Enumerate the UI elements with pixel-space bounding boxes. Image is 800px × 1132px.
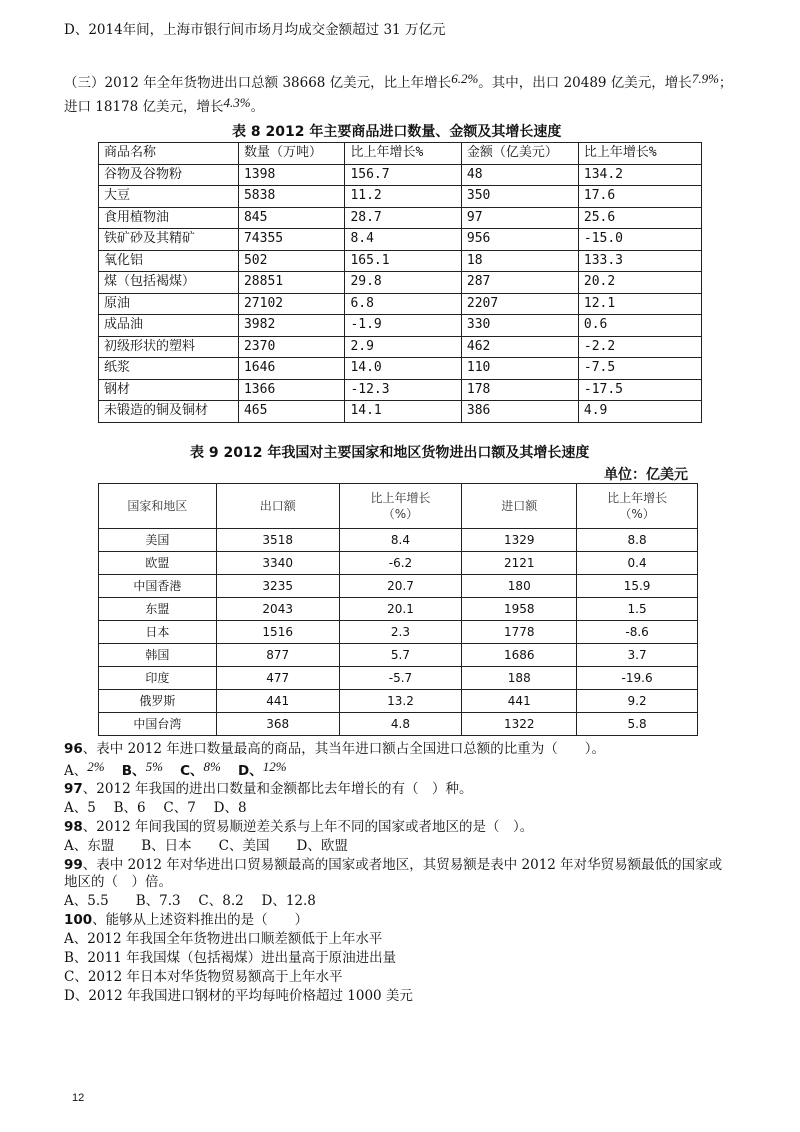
table9-cell: 东盟 bbox=[99, 598, 217, 621]
table8-cell: 134.2 bbox=[578, 164, 701, 186]
table8-header-cell: 商品名称 bbox=[99, 143, 239, 165]
table9-cell: 3235 bbox=[216, 575, 339, 598]
table8-cell: 成品油 bbox=[99, 315, 239, 337]
intro-text: （三）2012 年全年货物进出口总额 38668 亿美元，比上年增长 bbox=[64, 75, 452, 91]
table9 bbox=[98, 483, 698, 736]
table9-cell: 中国台湾 bbox=[99, 713, 217, 736]
table8-cell: 煤（包括褐煤） bbox=[99, 272, 239, 294]
table8-cell: 28.7 bbox=[345, 207, 461, 229]
table9-cell: 印度 bbox=[99, 667, 217, 690]
table8-cell: 17.6 bbox=[578, 186, 701, 208]
table8-cell: 133.3 bbox=[578, 250, 701, 272]
table8-cell: 3982 bbox=[238, 315, 344, 337]
question-number: 97 bbox=[64, 781, 83, 797]
question-99-continued: 地区的（ ）倍。 bbox=[64, 874, 172, 890]
intro-text: 。 bbox=[250, 99, 265, 115]
table8-cell: -12.3 bbox=[345, 379, 461, 401]
table-row bbox=[99, 401, 702, 423]
option-label: A、 bbox=[64, 763, 88, 779]
table8-header-row bbox=[99, 143, 702, 165]
table8-cell: 845 bbox=[238, 207, 344, 229]
table9-cell: -5.7 bbox=[339, 667, 462, 690]
table8-cell: 110 bbox=[461, 358, 578, 380]
question-number: 98 bbox=[64, 819, 83, 835]
table9-header-cell: 进口额 bbox=[462, 484, 577, 529]
table8-cell: 350 bbox=[461, 186, 578, 208]
question-text: 、表中 2012 年对华进出口贸易额最高的国家或者地区，其贸易额是表中 2012 年对华贸易额最低的国家或 bbox=[82, 857, 723, 873]
table9-cell: 1958 bbox=[462, 598, 577, 621]
table8-cell: 氧化铝 bbox=[99, 250, 239, 272]
table8-cell: 502 bbox=[238, 250, 344, 272]
table9-cell: 15.9 bbox=[577, 575, 698, 598]
table8-cell: 大豆 bbox=[99, 186, 239, 208]
table9-cell: 1778 bbox=[462, 621, 577, 644]
table9-cell: 中国香港 bbox=[99, 575, 217, 598]
table9-cell: 3340 bbox=[216, 552, 339, 575]
growth-total: 6.2% bbox=[451, 71, 479, 86]
table9-cell: 1686 bbox=[462, 644, 577, 667]
table8-cell: 2370 bbox=[238, 336, 344, 358]
question-text: 、能够从上述资料推出的是（ ） bbox=[92, 912, 309, 928]
table9-cell: 13.2 bbox=[339, 690, 462, 713]
question-number: 100 bbox=[64, 912, 93, 928]
question-number: 96 bbox=[64, 741, 83, 757]
table-row bbox=[99, 358, 702, 380]
table-row bbox=[99, 250, 702, 272]
table8-cell: 5838 bbox=[238, 186, 344, 208]
growth-import: 4.3% bbox=[223, 95, 251, 110]
table8-cell: 29.8 bbox=[345, 272, 461, 294]
table8-cell: 956 bbox=[461, 229, 578, 251]
table8-cell: 钢材 bbox=[99, 379, 239, 401]
question-96-options bbox=[64, 759, 287, 780]
question-99-options: A、5.5 B、7.3 C、8.2 D、12.8 bbox=[64, 893, 316, 909]
table9-cell: 欧盟 bbox=[99, 552, 217, 575]
question-100-option-b: B、2011 年我国煤（包括褐煤）进出量高于原油进出量 bbox=[64, 950, 397, 966]
question-99 bbox=[64, 856, 722, 874]
table8-cell: 2207 bbox=[461, 293, 578, 315]
table8-cell: 97 bbox=[461, 207, 578, 229]
table8-cell: 14.1 bbox=[345, 401, 461, 423]
table9-cell: 20.1 bbox=[339, 598, 462, 621]
table9-cell: 3.7 bbox=[577, 644, 698, 667]
table8-cell: 156.7 bbox=[345, 164, 461, 186]
table8-cell: 11.2 bbox=[345, 186, 461, 208]
table8-cell: 18 bbox=[461, 250, 578, 272]
table9-cell: 1.5 bbox=[577, 598, 698, 621]
table8-cell: 165.1 bbox=[345, 250, 461, 272]
table8-cell: 未锻造的铜及铜材 bbox=[99, 401, 239, 423]
table8-cell: 8.4 bbox=[345, 229, 461, 251]
table9-cell: 877 bbox=[216, 644, 339, 667]
table9-cell: 1516 bbox=[216, 621, 339, 644]
table9-cell: 441 bbox=[216, 690, 339, 713]
table9-unit: 单位：亿美元 bbox=[604, 467, 688, 483]
table8-cell: 178 bbox=[461, 379, 578, 401]
table9-header-cell: 国家和地区 bbox=[99, 484, 217, 529]
option-label: C、 bbox=[180, 763, 204, 779]
option-value: 2% bbox=[87, 759, 105, 774]
table8-cell: 20.2 bbox=[578, 272, 701, 294]
table8 bbox=[98, 142, 702, 423]
question-100-option-a: A、2012 年我国全年货物进出口顺差额低于上年水平 bbox=[64, 931, 383, 947]
question-text: 、表中 2012 年进口数量最高的商品，其当年进口额占全国进口总额的比重为（ ）。 bbox=[82, 741, 605, 757]
table9-cell: 5.7 bbox=[339, 644, 462, 667]
table9-cell: -6.2 bbox=[339, 552, 462, 575]
table-row bbox=[99, 164, 702, 186]
table-row bbox=[99, 713, 698, 736]
table9-cell: 2043 bbox=[216, 598, 339, 621]
table8-cell: 0.6 bbox=[578, 315, 701, 337]
table9-header-cell: 出口额 bbox=[216, 484, 339, 529]
table9-cell: 2.3 bbox=[339, 621, 462, 644]
table9-header-row bbox=[99, 484, 698, 529]
option-value: 8% bbox=[203, 759, 221, 774]
table8-cell: 465 bbox=[238, 401, 344, 423]
table9-cell: 477 bbox=[216, 667, 339, 690]
table9-cell: 8.4 bbox=[339, 529, 462, 552]
table9-cell: 韩国 bbox=[99, 644, 217, 667]
page-number: 12 bbox=[72, 1092, 85, 1104]
table8-header-cell: 比上年增长% bbox=[578, 143, 701, 165]
table9-cell: 441 bbox=[462, 690, 577, 713]
question-98-options: A、东盟 B、日本 C、美国 D、欧盟 bbox=[64, 838, 348, 854]
table8-cell: 1398 bbox=[238, 164, 344, 186]
table-row bbox=[99, 379, 702, 401]
question-100-option-d: D、2012 年我国进口钢材的平均每吨价格超过 1000 美元 bbox=[64, 988, 413, 1004]
header-text: 比上年增长 bbox=[607, 491, 668, 505]
intro-text: 。其中，出口 20489 亿美元，增长 bbox=[478, 75, 692, 91]
table-row bbox=[99, 529, 698, 552]
table-row bbox=[99, 552, 698, 575]
table8-cell: 287 bbox=[461, 272, 578, 294]
table9-cell: 日本 bbox=[99, 621, 217, 644]
question-text: 、2012 年我国的进出口数量和金额都比去年增长的有（ ）种。 bbox=[82, 781, 473, 797]
intro-line-2 bbox=[64, 71, 733, 92]
table9-cell: -8.6 bbox=[577, 621, 698, 644]
table9-cell: 0.4 bbox=[577, 552, 698, 575]
table-row bbox=[99, 575, 698, 598]
table9-cell: 188 bbox=[462, 667, 577, 690]
table9-cell: 美国 bbox=[99, 529, 217, 552]
table-row bbox=[99, 207, 702, 229]
table-row bbox=[99, 336, 702, 358]
table8-cell: -7.5 bbox=[578, 358, 701, 380]
table8-cell: 28851 bbox=[238, 272, 344, 294]
table8-cell: 1366 bbox=[238, 379, 344, 401]
table8-cell: 2.9 bbox=[345, 336, 461, 358]
option-value: 5% bbox=[145, 759, 163, 774]
intro-text: ； bbox=[718, 75, 733, 91]
table8-cell: 386 bbox=[461, 401, 578, 423]
question-97-options: A、5 B、6 C、7 D、8 bbox=[64, 800, 247, 816]
table9-cell: 5.8 bbox=[577, 713, 698, 736]
table8-cell: 原油 bbox=[99, 293, 239, 315]
question-100 bbox=[64, 911, 308, 929]
table-row bbox=[99, 186, 702, 208]
question-text: 、2012 年间我国的贸易顺逆差关系与上年不同的国家或者地区的是（ ）。 bbox=[82, 819, 534, 835]
table8-header-cell: 数量（万吨） bbox=[238, 143, 344, 165]
table-row bbox=[99, 621, 698, 644]
table8-cell: -15.0 bbox=[578, 229, 701, 251]
question-number: 99 bbox=[64, 857, 83, 873]
intro-text: D、2014年间，上海市银行间市场月均成交金额超过 31 万亿元 bbox=[64, 22, 446, 38]
table8-cell: 48 bbox=[461, 164, 578, 186]
question-97 bbox=[64, 780, 472, 798]
table8-cell: 6.8 bbox=[345, 293, 461, 315]
table8-cell: 27102 bbox=[238, 293, 344, 315]
table8-cell: 330 bbox=[461, 315, 578, 337]
table9-cell: 8.8 bbox=[577, 529, 698, 552]
table-row bbox=[99, 229, 702, 251]
table8-header-cell: 金额（亿美元） bbox=[461, 143, 578, 165]
table8-cell: -2.2 bbox=[578, 336, 701, 358]
table8-cell: 74355 bbox=[238, 229, 344, 251]
table9-cell: 20.7 bbox=[339, 575, 462, 598]
table8-cell: -17.5 bbox=[578, 379, 701, 401]
table9-cell: 4.8 bbox=[339, 713, 462, 736]
option-value: 12% bbox=[262, 759, 287, 774]
question-100-option-c: C、2012 年日本对华货物贸易额高于上年水平 bbox=[64, 969, 343, 985]
table-row bbox=[99, 272, 702, 294]
table9-cell: 俄罗斯 bbox=[99, 690, 217, 713]
intro-line-3 bbox=[64, 95, 265, 116]
table8-cell: -1.9 bbox=[345, 315, 461, 337]
table8-cell: 14.0 bbox=[345, 358, 461, 380]
table-row bbox=[99, 690, 698, 713]
table-row bbox=[99, 315, 702, 337]
table8-cell: 462 bbox=[461, 336, 578, 358]
table-row bbox=[99, 644, 698, 667]
table9-caption: 表 9 2012 年我国对主要国家和地区货物进出口额及其增长速度 bbox=[190, 445, 590, 461]
table9-cell: 9.2 bbox=[577, 690, 698, 713]
table8-header-cell: 比上年增长% bbox=[345, 143, 461, 165]
table9-cell: 368 bbox=[216, 713, 339, 736]
table8-cell: 铁矿砂及其精矿 bbox=[99, 229, 239, 251]
table8-cell: 纸浆 bbox=[99, 358, 239, 380]
table-row bbox=[99, 598, 698, 621]
header-text: 比上年增长 bbox=[370, 491, 431, 505]
table8-caption: 表 8 2012 年主要商品进口数量、金额及其增长速度 bbox=[232, 124, 562, 140]
table8-cell: 1646 bbox=[238, 358, 344, 380]
table8-cell: 4.9 bbox=[578, 401, 701, 423]
question-98 bbox=[64, 818, 533, 836]
table8-cell: 25.6 bbox=[578, 207, 701, 229]
table-row bbox=[99, 667, 698, 690]
option-label: B、 bbox=[121, 763, 146, 779]
table9-header-cell bbox=[577, 484, 698, 529]
table9-cell: 1322 bbox=[462, 713, 577, 736]
question-96 bbox=[64, 740, 605, 758]
header-unit: （%） bbox=[382, 507, 419, 521]
option-label: D、 bbox=[238, 763, 263, 779]
table9-cell: 3518 bbox=[216, 529, 339, 552]
table-row bbox=[99, 293, 702, 315]
table8-cell: 初级形状的塑料 bbox=[99, 336, 239, 358]
intro-text: 进口 18178 亿美元，增长 bbox=[64, 99, 224, 115]
table9-cell: 180 bbox=[462, 575, 577, 598]
header-unit: （%） bbox=[619, 507, 655, 521]
table8-cell: 12.1 bbox=[578, 293, 701, 315]
table8-cell: 谷物及谷物粉 bbox=[99, 164, 239, 186]
table9-cell: -19.6 bbox=[577, 667, 698, 690]
table8-cell: 食用植物油 bbox=[99, 207, 239, 229]
table9-cell: 2121 bbox=[462, 552, 577, 575]
intro-line-1 bbox=[64, 21, 445, 39]
table9-header-cell bbox=[339, 484, 462, 529]
table9-cell: 1329 bbox=[462, 529, 577, 552]
growth-export: 7.9% bbox=[691, 71, 719, 86]
